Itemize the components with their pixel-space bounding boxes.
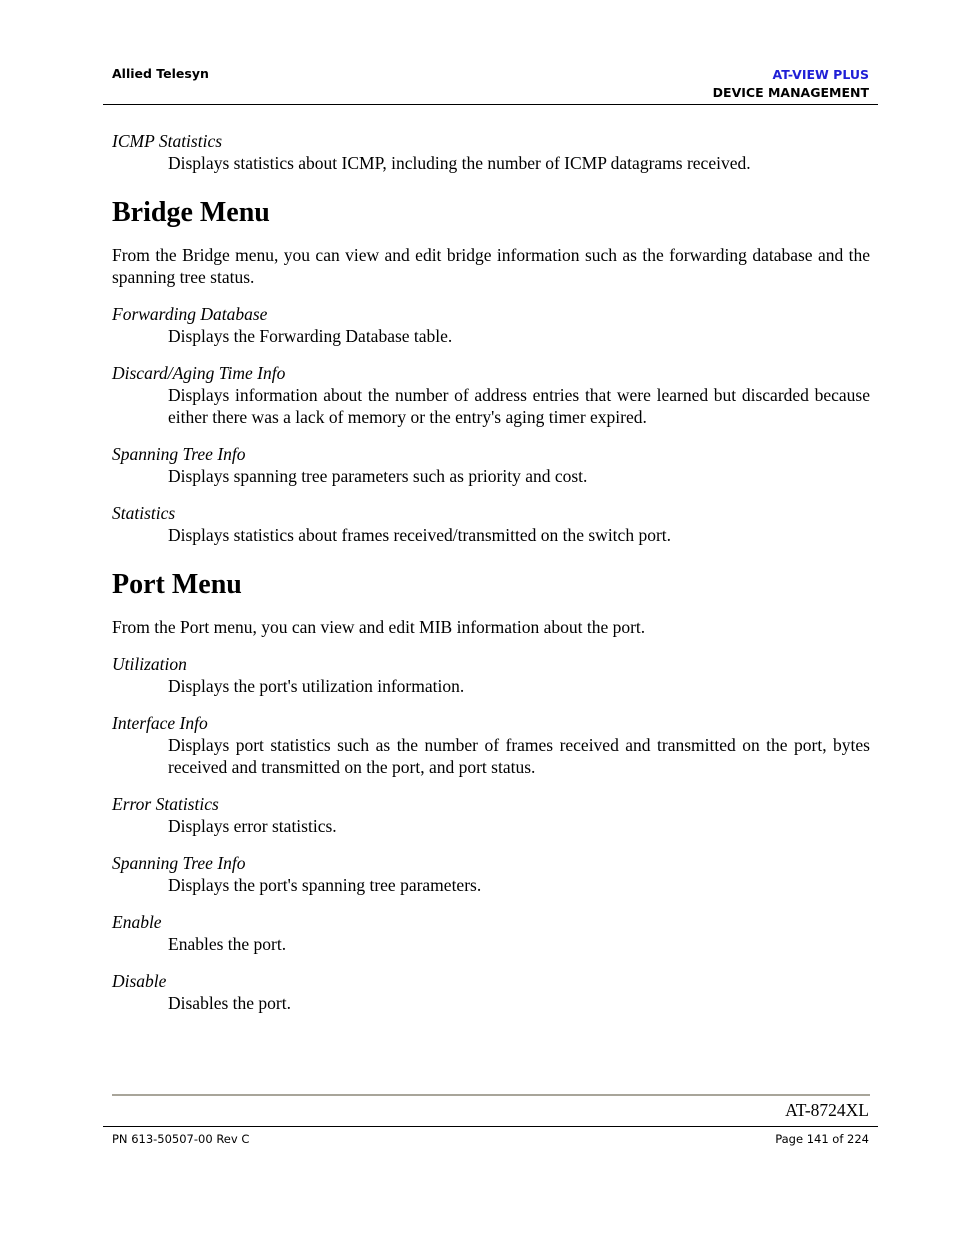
term-forwarding-database: Forwarding Database [112, 304, 268, 324]
desc-disable: Disables the port. [168, 993, 291, 1013]
term-utilization: Utilization [112, 654, 187, 674]
document-header [713, 66, 869, 102]
desc-forwarding-database: Displays the Forwarding Database table. [168, 326, 453, 346]
term-statistics: Statistics [112, 503, 176, 523]
bridge-menu-heading: Bridge Menu [112, 197, 270, 228]
desc-bridge-spanning-tree-info: Displays spanning tree parameters such as priority and cost. [168, 466, 588, 486]
desc-error-statistics: Displays error statistics. [168, 816, 337, 836]
footer-page-number: Page 141 of 224 [775, 1132, 869, 1146]
port-menu-heading: Port Menu [112, 569, 242, 600]
term-interface-info: Interface Info [112, 713, 208, 733]
header-divider [103, 104, 878, 105]
bridge-menu-intro: From the Bridge menu, you can view and edit bridge information such as the forwarding database and the spanning tree status. [112, 245, 870, 287]
port-menu-intro: From the Port menu, you can view and edit MIB information about the port. [112, 617, 646, 637]
term-enable: Enable [112, 912, 162, 932]
desc-enable: Enables the port. [168, 934, 287, 954]
footer-divider-top [112, 1094, 870, 1096]
desc-statistics: Displays statistics about frames received/transmitted on the switch port. [168, 525, 672, 545]
footer-model: AT-8724XL [785, 1100, 869, 1120]
desc-interface-info: Displays port statistics such as the number of frames received and transmitted on the port, bytes received and transmitted on the port, and port status. [168, 735, 870, 777]
desc-utilization: Displays the port's utilization information. [168, 676, 465, 696]
footer-part-number: PN 613-50507-00 Rev C [112, 1132, 250, 1146]
desc-icmp-statistics: Displays statistics about ICMP, including the number of ICMP datagrams received. [168, 153, 751, 173]
term-port-spanning-tree-info: Spanning Tree Info [112, 853, 246, 873]
term-disable: Disable [112, 971, 167, 991]
desc-port-spanning-tree-info: Displays the port's spanning tree parameters. [168, 875, 482, 895]
page-content [112, 128, 870, 1014]
product-title: AT-VIEW PLUS [772, 67, 869, 82]
company-name: Allied Telesyn [112, 66, 209, 81]
term-bridge-spanning-tree-info: Spanning Tree Info [112, 444, 246, 464]
term-error-statistics: Error Statistics [112, 794, 219, 814]
footer-divider-bottom [103, 1126, 878, 1127]
section-title: DEVICE MANAGEMENT [712, 85, 869, 100]
term-icmp-statistics: ICMP Statistics [112, 131, 223, 151]
term-discard-aging-time-info: Discard/Aging Time Info [112, 363, 286, 383]
desc-discard-aging-time-info: Displays information about the number of address entries that were learned but discarded because either there was a lack of memory or the entry's aging timer expired. [168, 385, 870, 427]
